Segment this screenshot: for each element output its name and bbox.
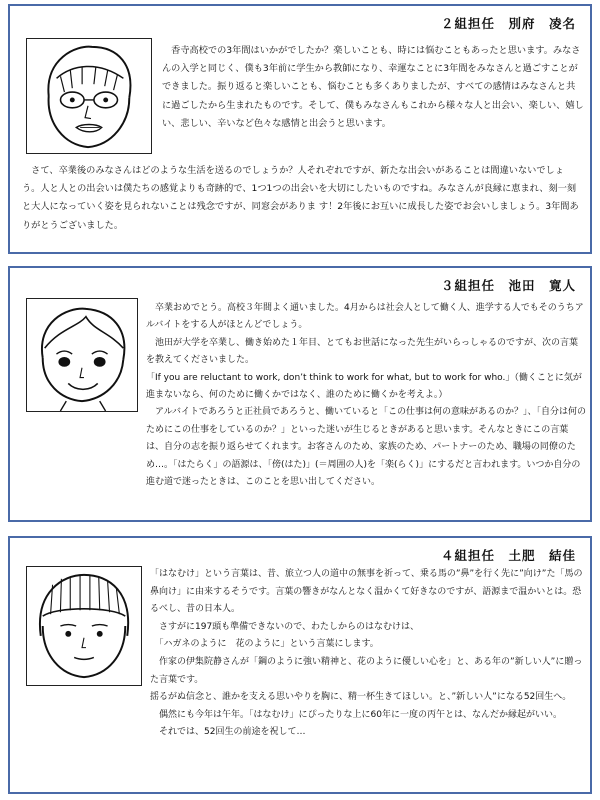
section-title: ３組担任 池田 寛人 xyxy=(440,278,576,293)
teacher-portrait-drawing xyxy=(26,298,138,412)
message-paragraph: さて、卒業後のみなさんはどのような生活を送るのでしょうか？人それぞれですが、新たな出会いがあることは間違いないでしょう。人と人との出会いは僕たちの感覚よりも奇跡的で、1つ1つの出会いを大切にしたいものですね。みなさんが良縁に恵まれ、刻一刻と大人になっていく姿を見られないことは残念ですが、同窓会がありま す！2年後にお互いに成長した姿でお会いしましょう。3年間ありがとうございました。 xyxy=(22,165,579,231)
teacher-message-section-2 xyxy=(8,4,592,254)
message-paragraph: 卒業おめでとう。高校３年間よく通いました。4月からは社会人として働く人、進学する人でもそのうちアルバイトをする人がほとんどでしょう。 池田が大学を卒業し、働き始めた１年目、とてもお世話になった先生がいらっしゃるのですが、次の言葉を教えてくださいました。 「If you are reluctant to work, don’t think to work for what, but to work for who.」（働くことに気が進まないなら、何のために働くかではなく、誰のために働くかを考えよ。） アルバイトであろうと正社員であろうと、働いていると「この仕事は何の意味があるのか？」、「自分は何のためにこの仕事をしているのか？」といった迷いが生じるときがあると思います。そんなときにこの言葉は、自分の志を振り返らせてくれます。お客さんのため、家族のため、パートナーのため、職場の同僚のため…。「はたらく」の語源は、「傍(はた)」(＝周囲の人)を「楽(らく)」にするだと言われます。いつか自分の進む道で迷ったときは、このことを思い出してください。 xyxy=(146,303,587,488)
portrait-sketch-bowl-cut xyxy=(27,567,141,685)
teacher-portrait-drawing xyxy=(26,566,142,686)
teacher-message-section-3 xyxy=(8,266,592,522)
section-title: ４組担任 土肥 結佳 xyxy=(440,548,576,563)
portrait-sketch-glasses xyxy=(27,39,151,153)
teacher-portrait-drawing xyxy=(26,38,152,154)
section-title: ２組担任 別府 凌名 xyxy=(440,16,576,31)
message-paragraph: 香寺高校での3年間はいかがでしたか？楽しいことも、時には悩むこともあったと思います。みなさんの入学と同じく、僕も3年前に学生から教師になり、幸運なことに3年間をみなさんと過ごすことができました。振り返ると楽しいことも、悩むことも多くありましたが、すべての感情はみなさんと共に過ごしたから生まれたものです。そして、僕もみなさんもこれから様々な人と出会い、楽しい、嬉しい、悲しい、辛いなど色々な感情と出会うと思います。 xyxy=(162,45,584,129)
message-paragraph: 「はなむけ」という言葉は、昔、旅立つ人の道中の無事を祈って、乗る馬の”鼻”を行く先に”向け”た「馬の鼻向け」に由来するそうです。言葉の響きがなんとなく温かくて好きなのですが、語源まで温かいとは。恐るべし、昔の日本人。 さすがに197頭も準備できないので、わたしからのはなむけは、 「ハガネのように 花のように」という言葉にします。 作家の伊集院静さんが「鋼のように強い精神と、花のように優しい心を」と、ある年の”新しい人”に贈った言葉です。 揺るがぬ信念と、誰かを支える思いやりを胸に、精一杯生きてほしい。と、”新しい人”になる52回生へ。 偶然にも今年は午年。「はなむけ」にぴったりな上に60年に一度の丙午とは、なんだか縁起がいい。 それでは、52回生の前途を祝して… xyxy=(150,569,583,738)
teacher-message-section-4 xyxy=(8,536,592,794)
portrait-sketch-smiling xyxy=(27,299,137,411)
